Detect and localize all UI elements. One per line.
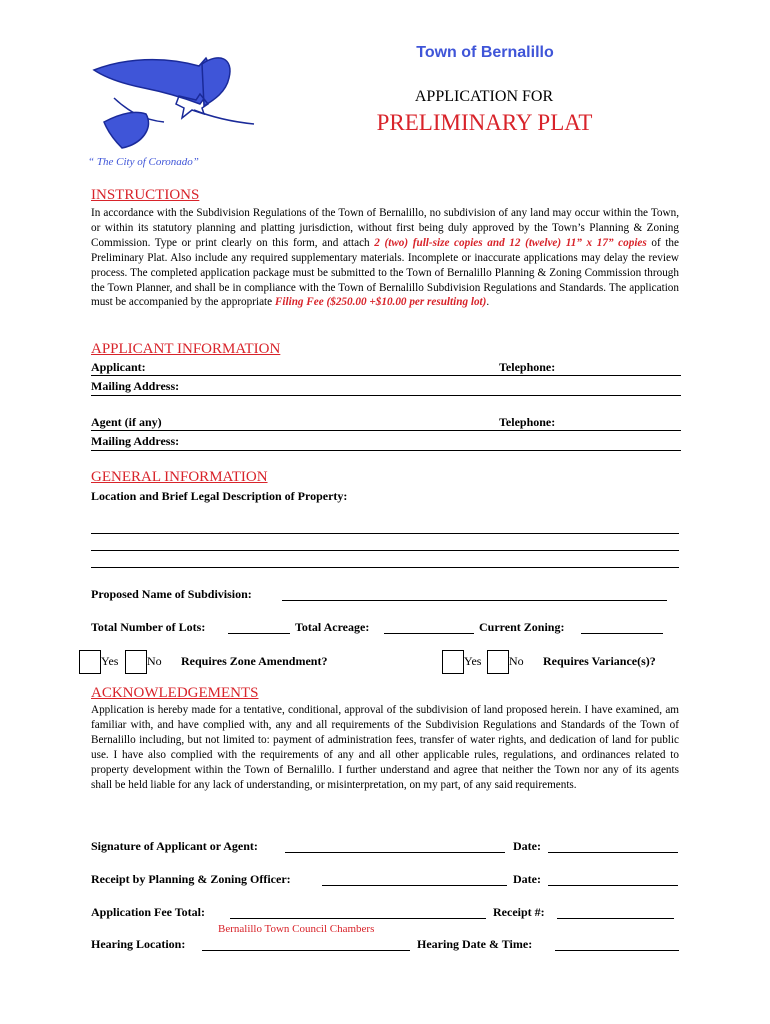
instructions-text-part2: of the Preliminary Plat. Also include any required supplementary materials. Incomplete or inaccurate applications may delay the review process. The completed application package must be submitted to the Town of Bernalillo Planning & Zoning Commission through the Town Planner, and shall be in compliance with the Town of Bernalillo Subdivision Regulations and Standards. The application must be accompanied by the appropriate <box>91 236 679 309</box>
applicant-label: Applicant: <box>91 360 146 374</box>
town-name: Town of Bernalillo <box>416 44 554 61</box>
copies-requirement: 2 (two) full-size copies and 12 (twelve) 11” x 17” copies <box>374 236 647 249</box>
receipt-number-label: Receipt #: <box>493 905 545 919</box>
hearing-date-field[interactable] <box>555 950 679 951</box>
receipt-officer-label: Receipt by Planning & Zoning Officer: <box>91 872 291 886</box>
filing-fee: Filing Fee ($250.00 +$10.00 per resulting lot) <box>274 296 487 309</box>
agent-label: Agent (if any) <box>91 415 162 429</box>
hearing-location-value: Bernalillo Town Council Chambers <box>218 923 375 935</box>
town-logo <box>84 48 274 158</box>
acknowledgements-heading: ACKNOWLEDGEMENTS <box>91 685 259 701</box>
hearing-date-label: Hearing Date & Time: <box>417 937 533 951</box>
lots-field[interactable] <box>228 633 290 634</box>
agent-field[interactable] <box>91 430 681 431</box>
receipt-officer-field[interactable] <box>322 885 507 886</box>
form-title: PRELIMINARY PLAT <box>376 110 593 135</box>
instructions-text-part1: In accordance with the Subdivision Regulations of the Town of Bernalillo, no subdivision of any land may occur within the Town, or within its statutory planning and platting jurisdiction, without first being duly approved by the Town’s Planning & Zoning Commission. Type or print clearly on this form, and attach <box>91 207 679 249</box>
zoning-field[interactable] <box>581 633 663 634</box>
mailing-address-field[interactable] <box>91 395 681 396</box>
instructions-text <box>91 206 679 310</box>
town-motto: “ The City of Coronado” <box>88 156 199 168</box>
zoning-label: Current Zoning: <box>479 620 565 634</box>
location-line-2[interactable] <box>91 550 679 551</box>
instructions-heading: INSTRUCTIONS <box>91 187 200 203</box>
variance-yes-checkbox[interactable] <box>442 650 464 674</box>
location-line-3[interactable] <box>91 567 679 568</box>
zone-amendment-yes-checkbox[interactable] <box>79 650 101 674</box>
signature-label: Signature of Applicant or Agent: <box>91 839 258 853</box>
lots-label: Total Number of Lots: <box>91 620 206 634</box>
zone-amendment-no-label: No <box>147 654 162 668</box>
receipt-date-label: Date: <box>513 872 541 886</box>
location-line-1[interactable] <box>91 533 679 534</box>
agent-mailing-address-label: Mailing Address: <box>91 434 180 448</box>
variance-label: Requires Variance(s)? <box>543 654 656 668</box>
signature-field[interactable] <box>285 852 505 853</box>
subdivision-name-field[interactable] <box>282 600 667 601</box>
agent-telephone-label: Telephone: <box>499 415 556 429</box>
receipt-number-field[interactable] <box>557 918 674 919</box>
applicant-field[interactable] <box>91 375 681 376</box>
acknowledgements-text: Application is hereby made for a tentative, conditional, approval of the subdivision of land proposed herein. I have examined, am familiar with, and have complied with, any and all requirements of the Subdivision Regulations and Standards of the Town of Bernalillo including, but not limited to: payment of administration fees, transfer of water rights, and dedication of land for public use. I have also complied with the requirements of any and all other applicable rules, regulations, and ordinances related to property development within the Town of Bernalillo. I further understand and agree that neither the Town nor any of its agents shall be held liable for any lack of understanding, or misinterpretation, on my part, of any said requirements. <box>91 704 679 791</box>
application-for: APPLICATION FOR <box>414 88 554 105</box>
zone-amendment-yes-label: Yes <box>101 654 119 668</box>
hearing-location-label: Hearing Location: <box>91 937 186 951</box>
instructions-text-end: . <box>486 296 490 309</box>
location-label: Location and Brief Legal Description of Property: <box>91 489 348 503</box>
signature-date-field[interactable] <box>548 852 678 853</box>
zone-amendment-no-checkbox[interactable] <box>125 650 147 674</box>
subdivision-name-label: Proposed Name of Subdivision: <box>91 587 252 601</box>
hearing-location-field[interactable] <box>202 950 410 951</box>
acreage-label: Total Acreage: <box>295 620 370 634</box>
general-heading: GENERAL INFORMATION <box>91 469 268 485</box>
acreage-field[interactable] <box>384 633 474 634</box>
applicant-heading: APPLICANT INFORMATION <box>91 341 281 357</box>
signature-date-label: Date: <box>513 839 541 853</box>
variance-no-label: No <box>509 654 524 668</box>
variance-no-checkbox[interactable] <box>487 650 509 674</box>
receipt-date-field[interactable] <box>548 885 678 886</box>
application-fee-label: Application Fee Total: <box>91 905 206 919</box>
application-fee-field[interactable] <box>230 918 486 919</box>
telephone-label: Telephone: <box>499 360 556 374</box>
variance-yes-label: Yes <box>464 654 482 668</box>
agent-mailing-address-field[interactable] <box>91 450 681 451</box>
mailing-address-label: Mailing Address: <box>91 379 180 393</box>
zone-amendment-label: Requires Zone Amendment? <box>181 654 328 668</box>
